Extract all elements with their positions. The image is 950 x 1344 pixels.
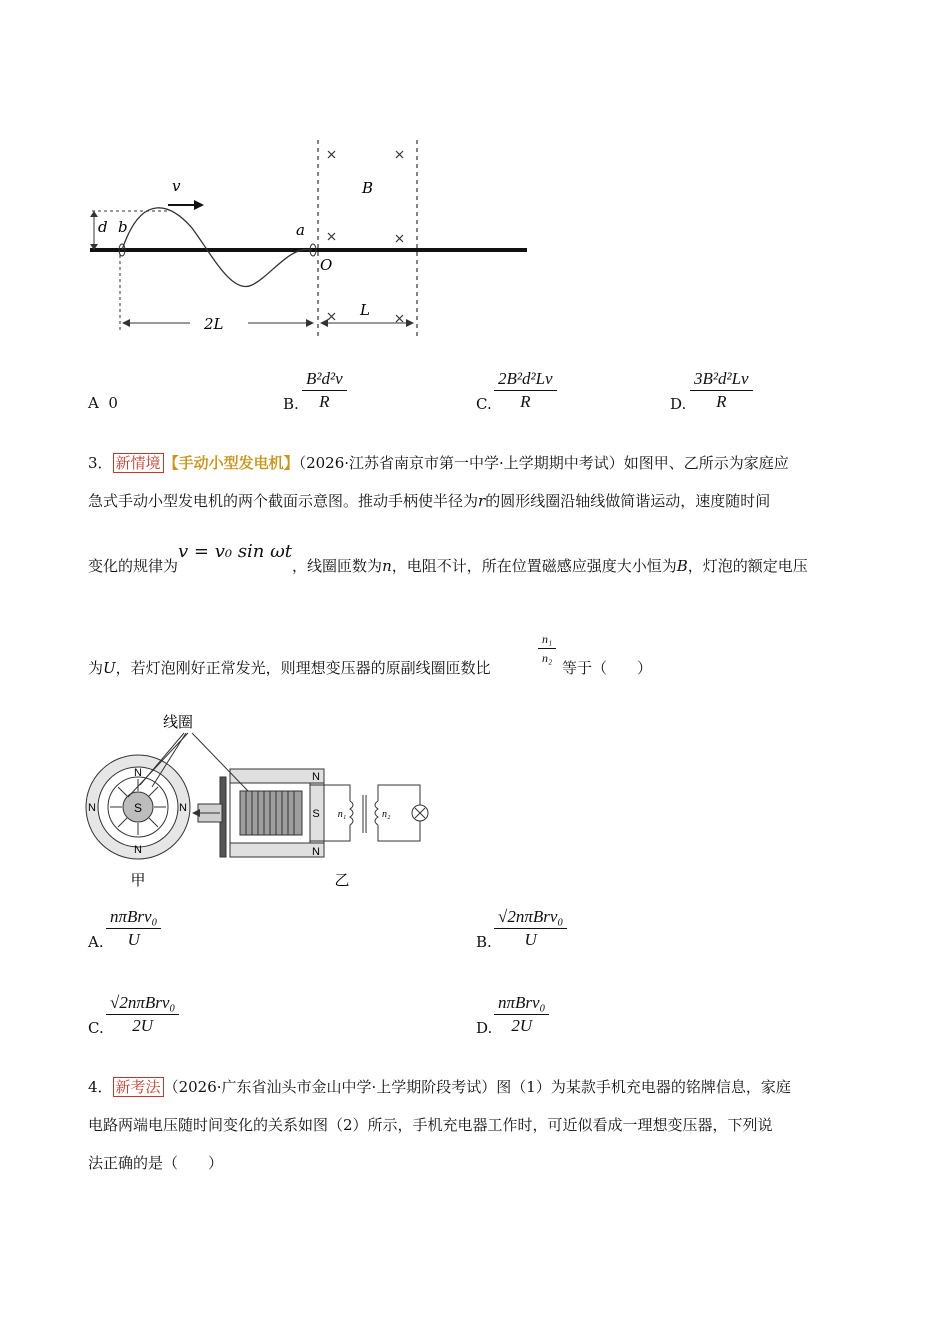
yi-n-top: N (312, 771, 320, 783)
label-a: a (296, 221, 305, 239)
q2-option-d-letter[interactable]: D. (670, 395, 687, 413)
q3-line-4-end: 等于（ ） (562, 659, 653, 677)
field-crosses (328, 151, 403, 322)
q2-option-c-fraction: $\frac{\text{2B²d²Lv}}{R}$ (494, 368, 557, 413)
q3-line-2: 急式手动小型发电机的两个截面示意图。推动手柄使半径为r的圆形线圈沿轴线做简谐运动，速度随时间 (88, 492, 771, 510)
q3-option-b-letter[interactable]: B. (476, 933, 492, 951)
label-n2: n₂ (382, 809, 391, 820)
label-jia: 甲 (130, 871, 146, 889)
q4-tag-new-method: 新考法 (113, 1077, 164, 1097)
q4-line-2: 电路两端电压随时间变化的关系如图（2）所示，手机充电器工作时，可近似看成一理想变压器，下列说 (88, 1116, 773, 1134)
jia-n-right: N (179, 802, 187, 814)
q3-option-d-fraction: nπBrv₀ 2U (494, 992, 549, 1037)
yi-s: S (312, 808, 320, 820)
label-coil: 线圈 (162, 713, 194, 731)
label-l: L (360, 301, 370, 319)
jia-n-bottom: N (134, 844, 142, 856)
q3-option-c-fraction: √2nπBrv₀ 2U (106, 992, 179, 1037)
label-2l: 2L (204, 315, 224, 333)
q2-option-b-letter[interactable]: B. (283, 395, 299, 413)
label-n1: n₁ (337, 809, 347, 820)
velocity-formula: v = v₀ sin ωt (178, 541, 293, 562)
wave-field-figure (80, 135, 540, 350)
label-yi: 乙 (334, 871, 350, 889)
q3-line-1: 3． 新情境 【手动小型发电机】（2026·江苏省南京市第一中学·上学期期中考试）如图甲、乙所示为家庭应 (88, 454, 789, 472)
label-o: O (320, 256, 333, 274)
q3-line-4: 为U，若灯泡刚好正常发光，则理想变压器的原副线圈匝数比 (88, 659, 491, 677)
q4-line-3: 法正确的是（ ） (88, 1154, 224, 1172)
q3-tag-new-scenario: 新情境 (113, 453, 164, 473)
q4-line-1: 4． 新考法 （2026·广东省汕头市金山中学·上学期阶段考试）图（1）为某款手机充电器的铭牌信息，家庭 (88, 1078, 791, 1096)
q2-option-c-letter[interactable]: C. (476, 395, 492, 413)
jia-s: S (133, 801, 143, 815)
yi-n-bottom: N (312, 846, 320, 858)
q3-option-d-letter[interactable]: D. (476, 1019, 493, 1037)
q3-option-a-fraction: nπBrv₀ U (106, 906, 161, 951)
q3-option-c-letter[interactable]: C. (88, 1019, 104, 1037)
jia-n-top: N (134, 767, 142, 779)
q2-option-d-fraction: $\frac{\text{3B²d²Lv}}{R}$ (690, 368, 753, 413)
q3-option-b-fraction: √2nπBrv₀ U (494, 906, 567, 951)
jia-n-left: N (88, 802, 96, 814)
q3-line-3: 变化的规律为v = v₀ sin ωt，线圈匝数为n，电阻不计，所在位置磁感应强度大小恒为B，灯泡的额定电压 (88, 541, 808, 575)
q2-option-b-fraction: $\frac{\text{B²d²v}}{R}$ (302, 368, 347, 413)
label-b: b (118, 218, 128, 236)
label-v: v (172, 177, 181, 195)
q3-tag-topic: 【手动小型发电机】 (163, 454, 299, 472)
q2-option-a[interactable]: A 0 (88, 394, 118, 412)
q3-option-a-letter[interactable]: A. (88, 933, 104, 951)
generator-figure (80, 705, 440, 895)
turns-ratio-fraction: $\frac{\text{n₁}}{\text{n₂}}$ (538, 630, 556, 667)
label-b-field: B (362, 179, 374, 197)
label-d: d (98, 218, 108, 236)
